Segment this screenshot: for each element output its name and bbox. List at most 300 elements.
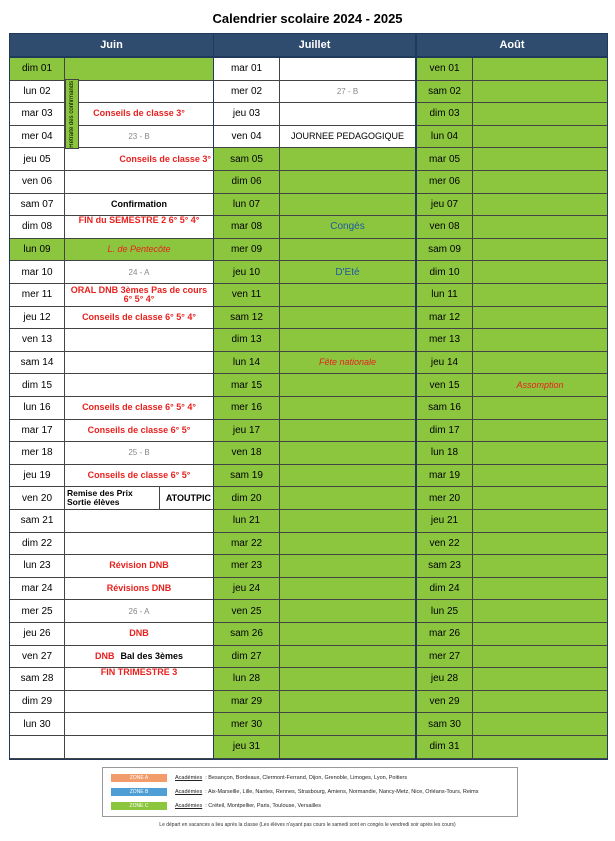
- day-row: [10, 216, 213, 239]
- day-row: [417, 578, 607, 601]
- day-event: [280, 171, 415, 193]
- page-title: Calendrier scolaire 2024 - 2025: [212, 11, 403, 26]
- day-row: [10, 668, 213, 691]
- day-label: sam 07: [10, 194, 65, 216]
- retraite-label: Retraite des confirmands: [68, 80, 75, 148]
- day-label: dim 31: [417, 736, 473, 758]
- day-label: sam 28: [10, 668, 65, 690]
- day-label: lun 07: [214, 194, 280, 216]
- day-row: [10, 307, 213, 330]
- day-label: mar 05: [417, 148, 473, 170]
- day-event: [65, 239, 213, 261]
- legend-label: Académies: [175, 803, 203, 809]
- day-row: [214, 284, 415, 307]
- day-label: ven 25: [214, 600, 280, 622]
- retraite-confirmands-block: [65, 79, 79, 149]
- day-label: lun 18: [417, 442, 473, 464]
- day-label: jeu 14: [417, 352, 473, 374]
- day-event: [473, 126, 607, 148]
- day-row: [417, 103, 607, 126]
- day-label: ven 11: [214, 284, 280, 306]
- day-event: [65, 691, 213, 713]
- day-row: [214, 736, 415, 759]
- day-event: [280, 691, 415, 713]
- day-row: [10, 329, 213, 352]
- day-row: [10, 374, 213, 397]
- day-label: ven 13: [10, 329, 65, 351]
- day-event: [65, 352, 213, 374]
- day-row: [214, 103, 415, 126]
- day-row: [417, 81, 607, 104]
- day-label: jeu 03: [214, 103, 280, 125]
- day-event: [473, 352, 607, 374]
- day-label: ven 18: [214, 442, 280, 464]
- day-event: [473, 284, 607, 306]
- day-row: [417, 668, 607, 691]
- day-event: [473, 578, 607, 600]
- day-label: ven 27: [10, 646, 65, 668]
- event-text: FIN TRIMESTRE 3: [100, 667, 178, 678]
- day-label: mer 20: [417, 487, 473, 509]
- day-event: [65, 307, 213, 329]
- event-text: L. de Pentecôte: [107, 244, 171, 255]
- day-row: [10, 578, 213, 601]
- day-label: mar 10: [10, 261, 65, 283]
- day-event: [280, 374, 415, 396]
- event-text-secondary: Bal des 3èmes: [120, 651, 184, 662]
- day-row: [10, 487, 213, 510]
- day-row: [214, 194, 415, 217]
- day-label: mer 02: [214, 81, 280, 103]
- day-event: [473, 533, 607, 555]
- day-row: [417, 646, 607, 669]
- day-row: [214, 126, 415, 149]
- day-row: [417, 239, 607, 262]
- event-text: Conseils de classe 3°: [93, 108, 185, 119]
- day-row: [214, 555, 415, 578]
- day-event: [280, 261, 415, 283]
- day-event: [65, 600, 213, 622]
- day-event: [473, 261, 607, 283]
- day-row: [417, 194, 607, 217]
- day-label: mar 22: [214, 533, 280, 555]
- day-row: [10, 465, 213, 488]
- day-row: [417, 216, 607, 239]
- day-row: [214, 307, 415, 330]
- legend-row-zone-c: [111, 801, 321, 811]
- day-event: [65, 194, 213, 216]
- event-text: JOURNEE PEDAGOGIQUE: [290, 131, 405, 142]
- day-event: [280, 420, 415, 442]
- day-label: lun 28: [214, 668, 280, 690]
- day-event: [280, 668, 415, 690]
- day-label: sam 23: [417, 555, 473, 577]
- day-event: [65, 126, 213, 148]
- day-row: [214, 646, 415, 669]
- event-text: 24 - A: [128, 267, 150, 277]
- day-event: [280, 736, 415, 758]
- day-event: [473, 239, 607, 261]
- day-label: sam 30: [417, 713, 473, 735]
- day-row: [417, 171, 607, 194]
- day-label: mer 11: [10, 284, 65, 306]
- legend-row-zone-a: [111, 773, 407, 783]
- event-text: Fête nationale: [318, 357, 377, 368]
- day-label: lun 09: [10, 239, 65, 261]
- day-event: [473, 510, 607, 532]
- day-row: [214, 171, 415, 194]
- event-text: Révisions DNB: [106, 583, 172, 594]
- day-event: [65, 465, 213, 487]
- event-text: Confirmation: [111, 198, 167, 209]
- event-text: DNB: [129, 628, 149, 639]
- legend-text: : Besançon, Bordeaux, Clermont-Ferrand, Dijon, Grenoble, Limoges, Lyon, Poitiers: [205, 775, 408, 781]
- day-label: mer 27: [417, 646, 473, 668]
- day-label: dim 08: [10, 216, 65, 238]
- day-event: [473, 103, 607, 125]
- day-label: mer 16: [214, 397, 280, 419]
- day-label: jeu 05: [10, 148, 65, 170]
- day-label: mer 06: [417, 171, 473, 193]
- legend-label: Académies: [175, 775, 203, 781]
- event-text: Conseils de classe 6° 5° 4°: [82, 311, 196, 322]
- day-label: jeu 19: [10, 465, 65, 487]
- day-label: ven 22: [417, 533, 473, 555]
- day-label: dim 29: [10, 691, 65, 713]
- day-label: ven 06: [10, 171, 65, 193]
- day-label: lun 16: [10, 397, 65, 419]
- day-event: [473, 374, 607, 396]
- day-row: [214, 713, 415, 736]
- day-event: [65, 646, 213, 668]
- event-text: Conseils de classe 3°: [119, 153, 211, 164]
- day-label: ven 29: [417, 691, 473, 713]
- day-event: [65, 374, 213, 396]
- day-label: dim 10: [417, 261, 473, 283]
- day-label: mer 25: [10, 600, 65, 622]
- day-label: mar 24: [10, 578, 65, 600]
- day-row: [417, 555, 607, 578]
- day-event: [65, 103, 213, 125]
- day-event: [473, 600, 607, 622]
- day-event: [280, 307, 415, 329]
- day-label: lun 21: [214, 510, 280, 532]
- day-event: [280, 352, 415, 374]
- day-label: ven 15: [417, 374, 473, 396]
- day-row: [214, 261, 415, 284]
- day-label: dim 22: [10, 533, 65, 555]
- day-label: mer 04: [10, 126, 65, 148]
- day-row: [417, 465, 607, 488]
- day-row: [214, 374, 415, 397]
- month-column-juillet: [213, 33, 416, 760]
- day-label: mer 13: [417, 329, 473, 351]
- day-label: jeu 26: [10, 623, 65, 645]
- day-label: mer 18: [10, 442, 65, 464]
- day-label: jeu 17: [214, 420, 280, 442]
- day-label: sam 02: [417, 81, 473, 103]
- day-row: [417, 623, 607, 646]
- day-event: [65, 81, 213, 103]
- day-row: [214, 578, 415, 601]
- day-row: [10, 194, 213, 217]
- day-event: [65, 533, 213, 555]
- day-event: [65, 668, 213, 690]
- day-label: mer 09: [214, 239, 280, 261]
- day-label: dim 20: [214, 487, 280, 509]
- day-label: dim 01: [10, 58, 65, 80]
- day-event: [473, 148, 607, 170]
- day-label: sam 19: [214, 465, 280, 487]
- day-event: [65, 171, 213, 193]
- day-row: [417, 510, 607, 533]
- event-text: Assomption: [516, 379, 564, 390]
- day-row: [417, 284, 607, 307]
- day-row: [214, 442, 415, 465]
- day-event: [280, 284, 415, 306]
- event-text: 26 - A: [128, 606, 150, 616]
- day-row: [417, 736, 607, 759]
- day-label: jeu 21: [417, 510, 473, 532]
- day-row: [214, 623, 415, 646]
- day-event: [280, 623, 415, 645]
- day-event: [280, 578, 415, 600]
- day-label: dim 03: [417, 103, 473, 125]
- day-row: [10, 261, 213, 284]
- day-event: [473, 623, 607, 645]
- day-list: [417, 58, 607, 759]
- day-event: [473, 58, 607, 80]
- day-label: mar 26: [417, 623, 473, 645]
- day-row: [10, 736, 213, 759]
- day-row: [214, 465, 415, 488]
- day-row: [417, 329, 607, 352]
- day-event: [65, 487, 213, 509]
- day-event: [473, 442, 607, 464]
- day-event: [473, 307, 607, 329]
- event-text: 23 - B: [128, 132, 150, 142]
- day-row: [10, 284, 213, 307]
- day-event: [280, 216, 415, 238]
- day-event: [280, 126, 415, 148]
- day-row: [417, 374, 607, 397]
- day-event: [65, 397, 213, 419]
- zones-legend: [102, 767, 518, 817]
- day-row: [417, 533, 607, 556]
- day-row: [10, 81, 213, 104]
- day-row: [10, 58, 213, 81]
- zone-badge: ZONE A: [111, 774, 167, 782]
- day-label: jeu 31: [214, 736, 280, 758]
- day-label: lun 14: [214, 352, 280, 374]
- day-row: [214, 533, 415, 556]
- day-label: ven 04: [214, 126, 280, 148]
- day-row: [417, 487, 607, 510]
- day-label: mer 23: [214, 555, 280, 577]
- day-label: jeu 10: [214, 261, 280, 283]
- day-row: [417, 600, 607, 623]
- day-label: mar 29: [214, 691, 280, 713]
- day-event: [280, 397, 415, 419]
- day-event: [473, 736, 607, 758]
- day-row: [10, 148, 213, 171]
- day-row: [417, 148, 607, 171]
- day-row: [417, 261, 607, 284]
- event-text: FIN du SEMESTRE 2 6° 5° 4°: [78, 215, 200, 226]
- day-label: sam 26: [214, 623, 280, 645]
- event-text: Conseils de classe 6° 5°: [87, 470, 191, 481]
- day-row: [10, 352, 213, 375]
- day-event: [473, 194, 607, 216]
- day-row: [214, 487, 415, 510]
- event-text: Congés: [330, 221, 365, 233]
- day-label: mar 17: [10, 420, 65, 442]
- day-label: [10, 736, 65, 758]
- day-event: [280, 487, 415, 509]
- day-event: [280, 510, 415, 532]
- event-text: 25 - B: [128, 448, 150, 458]
- day-event: [473, 691, 607, 713]
- event-text: DNB: [94, 650, 115, 661]
- zone-badge: ZONE C: [111, 802, 167, 810]
- day-event: [65, 284, 213, 306]
- day-row: [417, 126, 607, 149]
- event-text: Remise des Prix Sortie élèves: [67, 488, 133, 508]
- day-row: [10, 713, 213, 736]
- day-row: [214, 668, 415, 691]
- day-row: [214, 329, 415, 352]
- zone-badge: ZONE B: [111, 788, 167, 796]
- day-row: [10, 623, 213, 646]
- day-label: mar 08: [214, 216, 280, 238]
- event-text: Révision DNB: [109, 560, 169, 571]
- day-event: [280, 58, 415, 80]
- day-event: [473, 555, 607, 577]
- day-label: dim 06: [214, 171, 280, 193]
- day-row: [214, 600, 415, 623]
- day-label: mar 01: [214, 58, 280, 80]
- day-row: [10, 397, 213, 420]
- day-row: [417, 58, 607, 81]
- day-row: [10, 103, 213, 126]
- day-label: mar 03: [10, 103, 65, 125]
- day-label: mar 15: [214, 374, 280, 396]
- day-row: [214, 420, 415, 443]
- day-event: [65, 58, 213, 80]
- day-event: [65, 420, 213, 442]
- day-event: [473, 646, 607, 668]
- day-row: [214, 691, 415, 714]
- day-label: sam 14: [10, 352, 65, 374]
- day-row: [10, 442, 213, 465]
- day-row: [10, 126, 213, 149]
- day-row: [417, 420, 607, 443]
- day-label: ven 08: [417, 216, 473, 238]
- event-text-secondary: ATOUTPIC: [159, 487, 211, 509]
- day-row: [10, 555, 213, 578]
- day-label: jeu 24: [214, 578, 280, 600]
- day-event: [473, 465, 607, 487]
- day-label: sam 16: [417, 397, 473, 419]
- day-event: [473, 397, 607, 419]
- day-list: [10, 58, 213, 759]
- day-label: sam 21: [10, 510, 65, 532]
- day-row: [10, 510, 213, 533]
- day-event: [473, 487, 607, 509]
- day-label: jeu 07: [417, 194, 473, 216]
- month-column-aout: [416, 33, 608, 760]
- day-label: lun 02: [10, 81, 65, 103]
- day-event: [280, 442, 415, 464]
- legend-text: : Créteil, Montpellier, Paris, Toulouse, Versailles: [205, 803, 321, 809]
- day-row: [214, 397, 415, 420]
- day-label: sam 05: [214, 148, 280, 170]
- day-event: [473, 420, 607, 442]
- month-header: Juin: [10, 34, 213, 58]
- day-event: [280, 646, 415, 668]
- day-event: [280, 465, 415, 487]
- day-row: [10, 691, 213, 714]
- day-event: [473, 171, 607, 193]
- event-text: Conseils de classe 6° 5° 4°: [82, 402, 196, 413]
- day-row: [10, 171, 213, 194]
- footnote: Le départ en vacances a lieu après la classe (Les élèves n'ayant pas cours le samedi sont en congés le vendredi soir après les cours): [159, 822, 456, 828]
- day-event: [65, 148, 213, 170]
- day-event: [280, 81, 415, 103]
- day-event: [473, 329, 607, 351]
- day-row: [214, 216, 415, 239]
- day-event: [65, 578, 213, 600]
- day-row: [10, 533, 213, 556]
- day-label: ven 20: [10, 487, 65, 509]
- day-event: [280, 713, 415, 735]
- day-event: [65, 261, 213, 283]
- day-row: [417, 713, 607, 736]
- day-row: [10, 420, 213, 443]
- day-label: sam 09: [417, 239, 473, 261]
- month-header: Juillet: [214, 34, 415, 58]
- event-text: ORAL DNB 3èmes Pas de cours 6° 5° 4°: [70, 284, 208, 304]
- day-label: lun 23: [10, 555, 65, 577]
- day-event: [473, 713, 607, 735]
- day-row: [214, 352, 415, 375]
- day-row: [214, 81, 415, 104]
- day-row: [10, 646, 213, 669]
- day-label: dim 17: [417, 420, 473, 442]
- event-text: Conseils de classe 6° 5°: [87, 424, 191, 435]
- day-event: [280, 194, 415, 216]
- day-event: [65, 736, 213, 758]
- day-row: [214, 58, 415, 81]
- day-event: [65, 329, 213, 351]
- day-label: dim 27: [214, 646, 280, 668]
- day-label: mer 30: [214, 713, 280, 735]
- day-label: sam 12: [214, 307, 280, 329]
- day-list: [214, 58, 415, 759]
- day-row: [214, 510, 415, 533]
- day-row: [10, 600, 213, 623]
- day-event: [280, 533, 415, 555]
- day-row: [417, 397, 607, 420]
- month-header: Août: [417, 34, 607, 58]
- day-label: lun 11: [417, 284, 473, 306]
- day-label: ven 01: [417, 58, 473, 80]
- day-event: [473, 668, 607, 690]
- legend-text: : Aix-Marseille, Lille, Nantes, Rennes, Strasbourg, Amiens, Normandie, Nancy-Metz, Nice, Orléans-Tours, Reims: [205, 789, 479, 795]
- day-event: [280, 148, 415, 170]
- day-label: lun 30: [10, 713, 65, 735]
- day-event: [65, 713, 213, 735]
